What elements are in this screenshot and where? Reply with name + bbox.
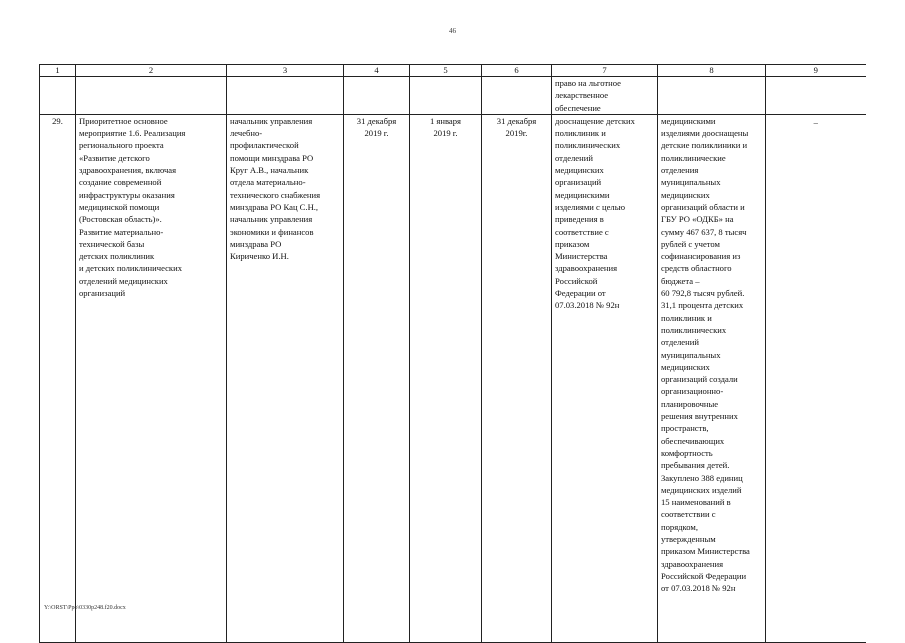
continuation-col7: право на льготное лекарственное обеспечение: [552, 77, 658, 115]
reasons-cell: –: [766, 114, 866, 642]
event-cell: Приоритетное основное мероприятие 1.6. Реализация регионального проекта «Развитие детского здравоохранения, включая создание современной инфраструктуры оказания медицинской помощи (Ростовская область)». Развитие материально- технической базы детских поликлиник и детских поликлинических отделений медицинских организаций: [76, 114, 227, 642]
column-number-3: 3: [227, 65, 344, 77]
column-number-6: 6: [482, 65, 552, 77]
column-number-2: 2: [76, 65, 227, 77]
expected-result-cell: дооснащение детских поликлиник и поликлинических отделений медицинских организаций медицинскими изделиями с целью приведения в соответствие с приказом Министерства здравоохранения Российской Федерации от 07.03.2018 № 92н: [552, 114, 658, 642]
page-number: 46: [449, 27, 456, 35]
continuation-row: [40, 77, 866, 115]
file-path-footer: Y:\ORST\Ppo\0330p248.f20.docx: [44, 605, 126, 611]
row-number: 29.: [40, 114, 76, 642]
start-date-cell: 1 января 2019 г.: [410, 114, 482, 642]
table-row: [40, 114, 866, 642]
column-number-4: 4: [344, 65, 410, 77]
responsible-cell: начальник управления лечебно- профилактической помощи минздрава РО Круг А.В., начальник отдела материально- технического снабжения минздрава РО Кац С.Н., начальник управления экономики и финансов минздрава РО Кириченко И.Н.: [227, 114, 344, 642]
plan-end-date-cell: 31 декабря 2019 г.: [344, 114, 410, 642]
column-number-1: 1: [40, 65, 76, 77]
achieved-result-cell: медицинскими изделиями дооснащены детские поликлиники и поликлинические отделения муниципальных медицинских организаций области и ГБУ РО «ОДКБ» на сумму 467 637, 8 тысяч рублей с учетом софинансирования из средств областного бюджета – 60 792,8 тысяч рублей. 31,1 процента детских поликлиник и поликлинических отделений муниципальных медицинских организаций создали организационно- планировочные решения внутренних пространств, обеспечивающих комфортность пребывания детей. Закуплено 388 единиц медицинских изделий 15 наименований в соответствии с порядком, утвержденным приказом Министерства здравоохранения Российской Федерации от 07.03.2018 № 92н: [658, 114, 766, 642]
column-number-7: 7: [552, 65, 658, 77]
column-number-8: 8: [658, 65, 766, 77]
column-number-5: 5: [410, 65, 482, 77]
column-number-9: 9: [766, 65, 866, 77]
column-number-row: [40, 65, 866, 77]
fact-end-date-cell: 31 декабря 2019г.: [482, 114, 552, 642]
report-table: [39, 64, 866, 643]
